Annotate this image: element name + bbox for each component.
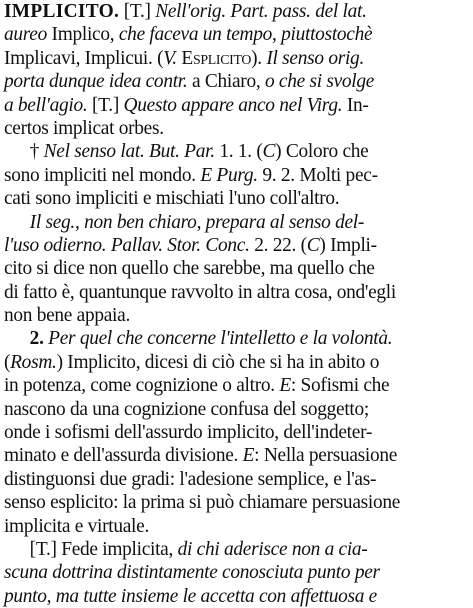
text-segment: Nel senso lat. But. Par. xyxy=(43,141,220,163)
text-line xyxy=(0,94,473,117)
text-line xyxy=(0,117,473,140)
text-line xyxy=(0,140,473,163)
text-segment: 1. 1. ( xyxy=(219,141,263,163)
text-segment: di fatto è, quantunque ravvolto in altra cosa, ond'egli xyxy=(3,281,396,303)
text-segment: In- xyxy=(346,94,369,116)
text-segment: Implico, xyxy=(51,24,119,46)
text-line xyxy=(0,585,473,608)
text-line xyxy=(0,351,473,374)
text-line xyxy=(0,538,473,561)
text-line xyxy=(0,70,473,93)
text-segment: Implicavi, Implicui. ( xyxy=(3,47,164,69)
text-segment: : Sofismi che xyxy=(290,375,390,397)
text-segment: implicita e virtuale. xyxy=(3,515,149,537)
text-segment: scuna dottrina distintamente conosciuta punto per xyxy=(3,562,380,584)
text-segment: aureo xyxy=(3,24,52,46)
text-segment: Nell'orig. Part. pass. del lat. xyxy=(155,1,367,22)
text-segment: in potenza, come cognizione o altro. xyxy=(3,375,280,397)
text-segment: [T.] xyxy=(92,94,124,116)
text-segment: ) Implicito, dicesi di ciò che si ha in abito o xyxy=(56,351,380,373)
text-line xyxy=(0,234,473,257)
text-segment: ( xyxy=(3,351,11,373)
text-segment: E Purg. xyxy=(200,164,263,186)
text-segment: distinguonsi due gradi: l'adesione semplice, e l'as- xyxy=(3,468,377,490)
text-segment: senso esplicito: la prima si può chiamare persuasione xyxy=(3,492,401,514)
text-segment: Il seg., non ben chiaro, prepara al senso del- xyxy=(29,211,365,233)
text-line xyxy=(0,374,473,397)
text-line xyxy=(0,515,473,538)
text-line xyxy=(0,398,473,421)
text-segment: 2. xyxy=(29,328,49,350)
text-line xyxy=(0,187,473,210)
text-line xyxy=(0,0,473,23)
text-segment: a Chiaro, xyxy=(192,71,265,93)
text-line xyxy=(0,304,473,327)
text-segment: non bene appaia. xyxy=(3,305,131,327)
text-line xyxy=(0,257,473,280)
text-segment: Esplicito xyxy=(181,47,252,69)
text-segment: onde i sofismi dell'assurdo implicito, dell'indeter- xyxy=(3,422,373,444)
text-segment: Rosm. xyxy=(10,351,57,373)
text-line xyxy=(0,327,473,350)
text-segment: † xyxy=(29,141,44,163)
text-line xyxy=(0,468,473,491)
text-segment: l'uso odierno. Pallav. Stor. Conc. xyxy=(3,234,255,256)
text-line xyxy=(0,211,473,234)
text-segment: Il senso orig. xyxy=(266,47,365,69)
text-segment: C xyxy=(306,234,320,256)
text-segment: V. xyxy=(163,47,182,69)
text-line xyxy=(0,23,473,46)
text-segment: a bell'agio. xyxy=(3,94,93,116)
text-segment: nascono da una cognizione confusa del soggetto; xyxy=(3,398,370,420)
text-segment: E xyxy=(242,445,255,467)
text-segment: ) Coloro che xyxy=(275,141,369,163)
text-segment: o che si svolge xyxy=(264,71,375,93)
text-segment: ). xyxy=(251,47,267,69)
text-segment: cati sono impliciti e mischiati l'uno coll'altro. xyxy=(3,188,340,210)
text-line xyxy=(0,491,473,514)
text-segment: Questo appare anco nel Virg. xyxy=(123,94,347,116)
text-line xyxy=(0,281,473,304)
text-segment: punto, ma tutte insieme le accetta con affettuosa e xyxy=(3,585,377,607)
text-segment: [T.] Fede implicita, xyxy=(29,538,178,560)
text-segment: C xyxy=(262,141,276,163)
text-line xyxy=(0,444,473,467)
text-segment: certos implicat orbes. xyxy=(3,117,164,139)
text-line xyxy=(0,561,473,584)
text-segment: minato e dell'assurda divisione. xyxy=(3,445,243,467)
text-segment: E xyxy=(279,375,291,397)
text-segment: Per quel che concerne l'intelletto e la volontà. xyxy=(48,328,393,350)
text-segment: cito si dice non quello che sarebbe, ma quello che xyxy=(3,258,375,280)
text-segment: 2. 22. ( xyxy=(254,234,307,256)
text-line xyxy=(0,164,473,187)
text-segment: porta dunque idea contr. xyxy=(3,71,193,93)
text-segment: ) Impli- xyxy=(319,234,377,256)
text-line xyxy=(0,421,473,444)
headword: IMPLICITO. xyxy=(3,1,120,22)
text-line xyxy=(0,47,473,70)
text-segment: sono impliciti nel mondo. xyxy=(3,164,201,186)
text-segment: 9. 2. Molti pec- xyxy=(262,164,378,186)
text-segment: che faceva un tempo, piuttostochè xyxy=(118,24,373,46)
text-segment: [T.] xyxy=(119,1,156,22)
text-segment: di chi aderisce non a cia- xyxy=(177,538,368,560)
text-segment: : Nella persuasione xyxy=(254,445,398,467)
